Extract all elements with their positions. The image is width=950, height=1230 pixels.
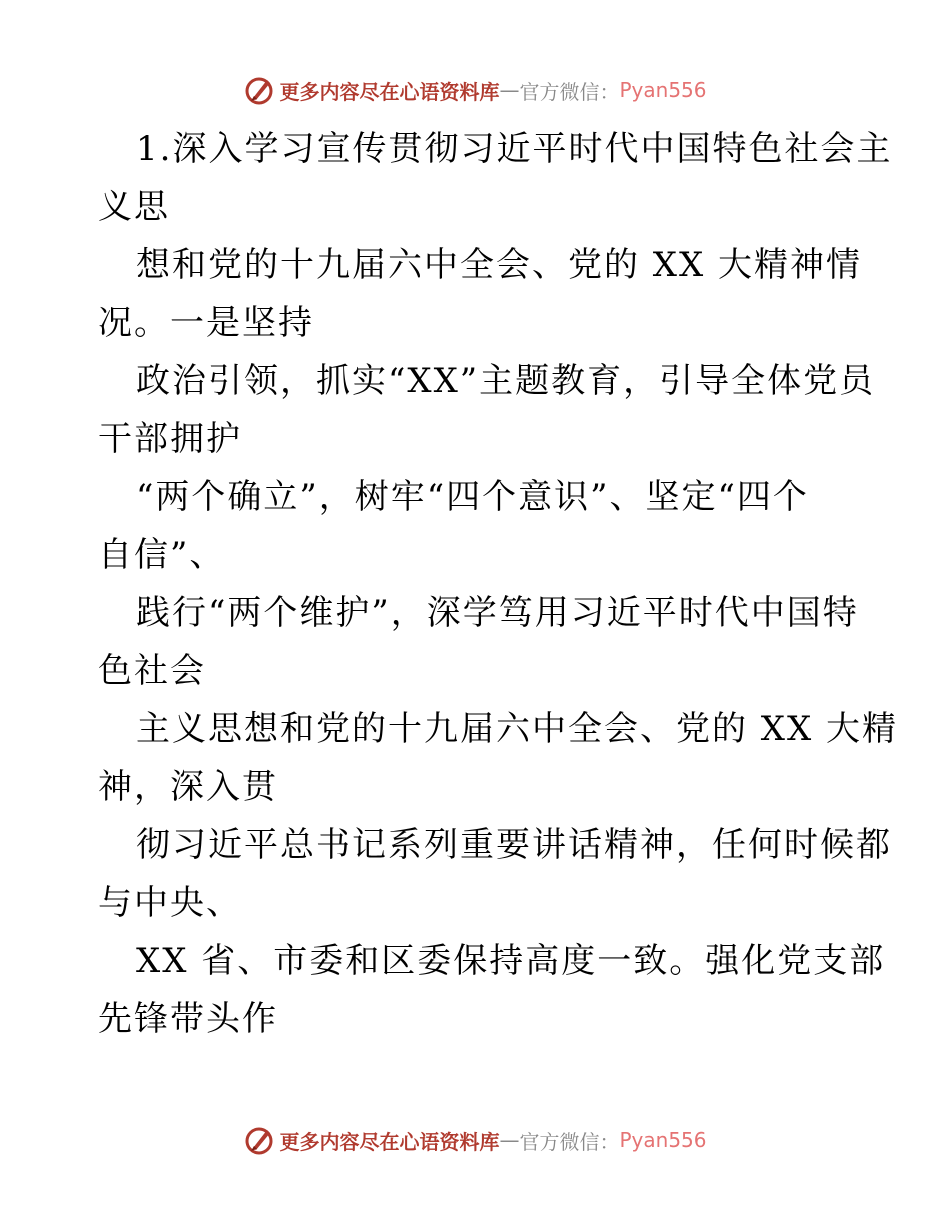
body-line: XX 省、市委和区委保持高度一致。强化党支部	[136, 941, 886, 981]
body-line: 与中央、	[98, 883, 242, 923]
body-line: 义思	[98, 187, 170, 227]
body-line: “两个确立”，树牢“四个意识”、坚定“四个	[136, 477, 809, 517]
body-line: 自信”、	[98, 535, 226, 575]
body-line: 神，深入贯	[98, 767, 278, 807]
footer-wechat-id: Pyan556	[619, 1128, 707, 1152]
footer-sub-text: 官方微信：	[519, 1129, 620, 1154]
footer-watermark	[0, 1120, 950, 1160]
document-body	[98, 120, 899, 1048]
body-line: 干部拥护	[98, 419, 242, 459]
quill-pen-icon	[243, 1124, 275, 1156]
body-line: 色社会	[98, 651, 206, 691]
body-line: 想和党的十九届六中全会、党的 XX 大精神情	[136, 245, 863, 285]
header-watermark	[0, 70, 950, 110]
header-brand-text: 更多内容尽在心语资料库	[279, 79, 500, 104]
body-line: 主义思想和党的十九届六中全会、党的 XX 大精	[136, 709, 899, 749]
quill-pen-icon	[243, 74, 275, 106]
body-line: 况。一是坚持	[98, 303, 314, 343]
header-wechat-id: Pyan556	[619, 78, 707, 102]
header-sub-text: 官方微信：	[519, 79, 620, 104]
footer-separator: —	[499, 1128, 520, 1152]
header-separator: —	[499, 78, 520, 102]
body-line: 践行“两个维护”，深学笃用习近平时代中国特	[136, 593, 859, 633]
body-line: 政治引领，抓实“XX”主题教育，引导全体党员	[136, 361, 876, 401]
footer-brand-text: 更多内容尽在心语资料库	[279, 1129, 500, 1154]
body-line: 彻习近平总书记系列重要讲话精神，任何时候都	[136, 825, 892, 865]
body-line: 1.深入学习宣传贯彻习近平时代中国特色社会主	[136, 129, 893, 169]
body-line: 先锋带头作	[98, 999, 278, 1039]
